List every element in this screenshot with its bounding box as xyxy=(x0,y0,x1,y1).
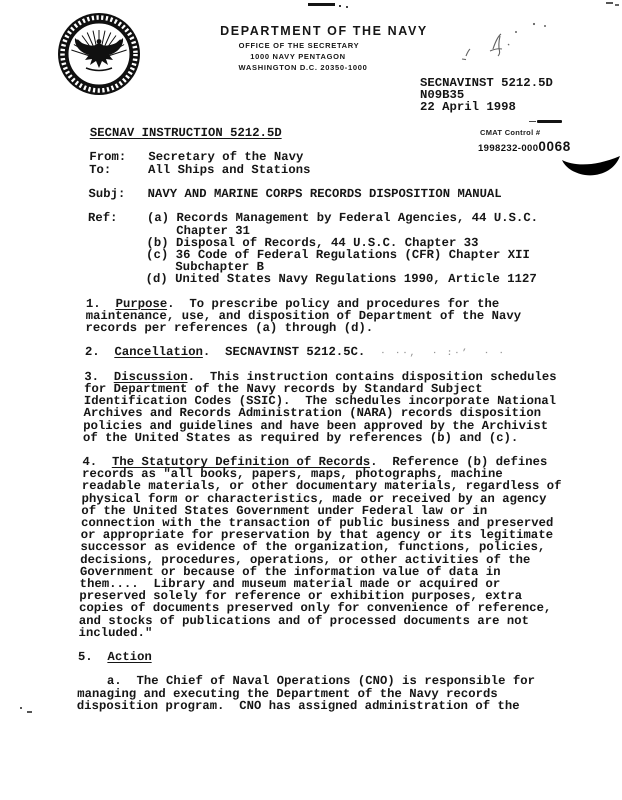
text-segment: managing and executing the Department of the Navy records xyxy=(76,686,498,701)
text-segment: (b) Disposal of Records, 44 U.S.C. Chapter 33 xyxy=(87,235,479,250)
text-line xyxy=(77,700,557,712)
text-segment: decisions, procedures, operations, or other activities of the xyxy=(80,552,531,567)
header-office: OFFICE OF THE SECRETARY xyxy=(238,41,360,50)
text-line xyxy=(85,346,565,358)
scan-artifact-top-dash xyxy=(308,3,335,6)
text-segment: Archives and Records Administration (NARA) records disposition xyxy=(83,406,542,421)
text-segment: maintenance, use, and disposition of Department of the Navy xyxy=(85,308,522,323)
header-address-line1: 1000 NAVY PENTAGON xyxy=(250,52,346,61)
text-segment: or appropriate for preservation by that agency or its legitimate xyxy=(80,528,554,543)
text-segment: successor as evidence of the organization, functions, policies, xyxy=(80,540,546,555)
text-segment: To: All Ships and Stations xyxy=(88,162,311,177)
text-line xyxy=(78,651,558,663)
text-segment: copies of documents preserved only for convenience of reference, xyxy=(78,601,552,616)
text-line xyxy=(78,627,558,639)
text-segment: records per references (a) through (d). xyxy=(85,321,374,335)
underlined-text-segment: Purpose xyxy=(115,296,168,311)
text-segment: (d) United States Navy Regulations 1990, Article 1127 xyxy=(86,272,537,287)
text-segment: readable materials, or other documentary materials, regardless of xyxy=(81,479,562,494)
scan-artifact-dot xyxy=(346,6,348,8)
document-body xyxy=(77,127,570,712)
pencil-note-segment: · ··, · :·’ · · xyxy=(365,348,507,359)
navy-seal-icon xyxy=(57,12,141,96)
text-segment: records as "all books, papers, maps, photographs, machine xyxy=(81,467,503,482)
text-segment: Identification Codes (SSIC). The schedules incorporate National xyxy=(83,394,557,409)
text-segment: for Department of the Navy records by Standard Subject xyxy=(83,381,483,396)
text-segment: 2. xyxy=(84,345,115,360)
cmat-number-prefix: 1998232-000 xyxy=(478,143,539,154)
text-segment: policies and guidelines and have been approved by the Archivist xyxy=(83,418,549,433)
scan-artifact-corner xyxy=(606,2,613,4)
text-line xyxy=(85,322,565,334)
originator-code: N09B35 xyxy=(420,88,465,102)
text-segment: Subchapter B xyxy=(86,260,265,275)
underlined-text-segment: SECNAV INSTRUCTION 5212.5D xyxy=(89,126,282,140)
text-segment: disposition program. CNO has assigned administration of the xyxy=(76,698,520,713)
text-segment: of the United States Government under Federal law or in xyxy=(81,503,488,518)
text-segment: 3. xyxy=(84,369,115,384)
instruction-number: SECNAVINST 5212.5D xyxy=(420,76,553,90)
scan-artifact-corner xyxy=(615,4,619,6)
text-segment: physical form or characteristics, made or received by an agency xyxy=(81,491,547,506)
text-line xyxy=(88,188,568,200)
pencil-annotation-icon xyxy=(446,16,562,68)
text-segment: 5. xyxy=(77,650,108,665)
text-segment: a. The Chief of Naval Operations (CNO) is responsible for xyxy=(77,674,536,689)
instruction-date: 22 April 1998 xyxy=(420,100,516,114)
scan-artifact-dot xyxy=(339,5,341,7)
text-segment: . SECNAVINST 5212.5C. xyxy=(202,345,366,360)
text-segment: and stocks of publications and of processed documents are not xyxy=(78,613,530,628)
text-segment: 1. xyxy=(85,296,116,311)
text-segment: . Reference (b) defines xyxy=(370,455,548,470)
text-line xyxy=(83,432,563,444)
underlined-text-segment: Action xyxy=(107,650,152,665)
scan-artifact-dot xyxy=(20,707,22,709)
text-segment: preserved solely for reference or exhibition purposes, extra xyxy=(79,589,523,604)
scan-artifact-dash xyxy=(27,711,32,713)
text-segment: Ref: (a) Records Management by Federal Agencies, 44 U.S.C. xyxy=(87,211,539,226)
text-segment: 4. xyxy=(82,455,113,470)
text-segment: Subj: NAVY AND MARINE CORPS RECORDS DISPOSITION MANUAL xyxy=(88,186,502,201)
header-department: DEPARTMENT OF THE NAVY xyxy=(220,24,428,38)
text-segment: Government or because of the information value of data in xyxy=(79,564,501,579)
text-segment: of the United States as required by references (b) and (c). xyxy=(82,430,519,445)
scan-artifact-ink-blot xyxy=(560,153,622,179)
text-segment: Chapter 31 xyxy=(87,223,251,238)
text-segment: . To prescribe policy and procedures for the xyxy=(167,296,500,311)
scan-artifact-dash-tail xyxy=(529,121,536,122)
underlined-text-segment: The Statutory Definition of Records xyxy=(111,455,371,470)
text-segment: included." xyxy=(78,625,153,640)
text-segment: From: Secretary of the Navy xyxy=(89,150,304,165)
text-line xyxy=(90,127,570,139)
text-segment: . This instruction contains disposition schedules xyxy=(187,369,557,384)
text-segment: (c) 36 Code of Federal Regulations (CFR) Chapter XII xyxy=(86,247,531,262)
underlined-text-segment: Cancellation xyxy=(114,345,204,360)
underlined-text-segment: Discussion xyxy=(113,369,188,384)
text-segment: them.... Library and museum material made or acquired or xyxy=(79,576,501,591)
cmat-number-suffix: 0068 xyxy=(538,139,571,154)
text-line xyxy=(86,273,566,285)
cmat-control-label: CMAT Control # xyxy=(480,128,541,137)
scan-artifact-dash xyxy=(537,120,562,123)
header-address-line2: WASHINGTON D.C. 20350-1000 xyxy=(238,63,368,72)
text-segment: connection with the transaction of public business and preserved xyxy=(80,516,554,530)
text-line xyxy=(89,164,569,176)
